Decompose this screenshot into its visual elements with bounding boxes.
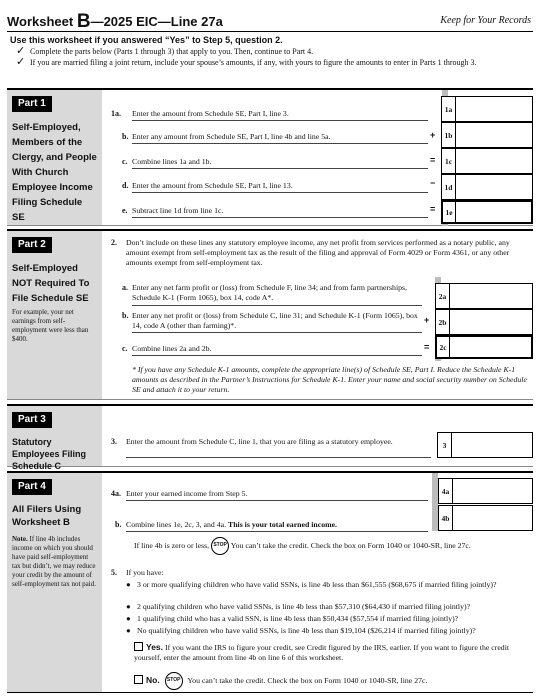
line-5-bullet-4: No qualifying children who have valid SSNs, is line 4b less than $19,104 ($26,214 if married filing jointly)?	[137, 626, 476, 635]
line-1d-rule	[132, 192, 428, 193]
line-4b-zero-post: You can’t take the credit. Check the box on Form 1040 or 1040-SR, line 27c.	[230, 540, 471, 550]
line-1d-text: Enter the amount from Schedule SE, Part I, line 13.	[132, 181, 293, 190]
line-2-text: Don’t include on these lines any statutory employee income, any net profit from services performed as a notary public, any amount exempt from self-employment tax as the result of the filing and approval of Form 4029 or Form 4361, or any other amounts exempt from self-employment tax.	[126, 238, 510, 267]
part-4	[7, 471, 533, 693]
line-4a-number: 4a.	[111, 489, 121, 498]
part-1-sidebar	[7, 90, 102, 225]
line-5-bullet-3: 1 qualifying child who has a valid SSN, is line 4b less than $50,434 ($57,554 if married filing jointly)?	[137, 614, 459, 623]
no-option	[134, 672, 532, 690]
line-2c-box[interactable]	[435, 335, 533, 359]
bullet-icon: ●	[126, 626, 131, 635]
line-1d-box-id: 1d	[442, 175, 456, 199]
line-3-number: 3.	[111, 437, 117, 446]
line-4b-rule	[126, 531, 428, 532]
stop-sign-icon: STOP	[165, 672, 183, 690]
part-2-title: Self-Employed NOT Required To File Schedule SE	[12, 263, 90, 304]
yes-checkbox[interactable]	[134, 642, 143, 651]
line-1c-box[interactable]	[441, 148, 533, 174]
line-1e-operator: =	[430, 204, 436, 214]
line-1c-text: Combine lines 1a and 1b.	[132, 157, 212, 166]
line-1e-box-id: 1e	[443, 202, 456, 222]
line-4b-box-id: 4b	[439, 506, 453, 530]
line-3-rule	[126, 457, 431, 458]
yes-option	[134, 642, 532, 663]
line-2b-number: b.	[122, 311, 129, 320]
line-1a-rule	[132, 120, 428, 121]
line-2-number: 2.	[111, 238, 117, 247]
part-4-label: Part 4	[12, 479, 52, 495]
line-2c-rule	[132, 355, 422, 356]
line-5-number: 5.	[111, 568, 117, 577]
part-4-note-bold: Note.	[12, 535, 28, 543]
line-1a-number: 1a.	[111, 109, 121, 118]
line-4a-text: Enter your earned income from Step 5.	[126, 489, 248, 498]
line-2a-box[interactable]	[435, 283, 533, 309]
line-1c-operator: =	[430, 155, 436, 165]
line-4a-box[interactable]	[438, 478, 533, 504]
line-1e-text: Subtract line 1d from line 1c.	[132, 206, 224, 215]
line-1b-operator: +	[430, 130, 436, 140]
no-text: You can’t take the credit. Check the box on Form 1040 or 1040-SR, line 27c.	[187, 675, 428, 685]
yes-label: Yes.	[146, 642, 164, 652]
line-1e-box[interactable]	[441, 200, 533, 224]
line-4b-text	[126, 520, 337, 530]
line-2b-rule	[132, 332, 422, 333]
part-3-label: Part 3	[12, 412, 52, 428]
line-4b-number: b.	[115, 520, 122, 529]
line-1b-text: Enter any amount from Schedule SE, Part I, line 4b and line 5a.	[132, 132, 331, 141]
line-4b-box[interactable]	[438, 505, 533, 531]
line-3-text: Enter the amount from Schedule C, line 1, that you are filing as a statutory employee.	[126, 437, 393, 446]
line-1d-number: d.	[122, 181, 129, 190]
worksheet-header	[7, 8, 533, 32]
line-1b-number: b.	[122, 132, 129, 141]
part-1-label: Part 1	[12, 96, 52, 112]
line-2b-text: Enter any net profit or (loss) from Schedule C, line 31; and Schedule K-1 (Form 1065), box 14, code A (other than farming)*.	[132, 311, 418, 330]
intro-check-1-text: Complete the parts below (Parts 1 through 3) that apply to you. Then, continue to Part 4.	[30, 46, 314, 56]
line-1e-rule	[132, 217, 428, 218]
line-1d-box[interactable]	[441, 174, 533, 200]
part-3-title: Statutory Employees Filing Schedule C	[12, 437, 87, 471]
stop-sign-icon: STOP	[211, 537, 229, 555]
part-4-title: All Filers Using Worksheet B	[12, 504, 82, 528]
intro-check-2-text: If you are married filing a joint return, include your spouse’s amounts, if any, with yours to figure the amounts to enter in Parts 1 through 3.	[30, 57, 477, 67]
line-2c-box-id: 2c	[437, 337, 450, 357]
line-5-bullet-2: 2 qualifying children who have valid SSNs, is line 4b less than $57,310 ($64,430 if married filing jointly)?	[137, 602, 471, 611]
line-2b-box-id: 2b	[436, 310, 450, 334]
part-2	[7, 229, 533, 400]
line-4a-box-id: 4a	[439, 479, 453, 503]
part-4-sidebar	[7, 473, 102, 692]
title-suffix: —2025 EIC—Line 27a	[90, 14, 223, 29]
line-3-box-id: 3	[438, 433, 452, 457]
line-1c-box-id: 1c	[442, 149, 456, 173]
title-prefix: Worksheet	[7, 14, 77, 29]
line-2b-box[interactable]	[435, 309, 533, 335]
line-1a-box-id: 1a	[442, 97, 456, 121]
part-4-note-text: If line 4b includes income on which you should have paid self-employment tax but didn’t, we may reduce your credit by the amount of self-employment tax not paid.	[12, 535, 96, 588]
checkmark-icon: ✓	[16, 55, 26, 68]
no-label: No.	[146, 674, 160, 685]
part-2-footnote: * If you have any Schedule K-1 amounts, complete the appropriate line(s) of Schedule SE, Part I. Reduce the Schedule K-1 amounts as described in the Partner’s Instructions for Schedule K-1. Enter your name and social security number on Schedule SE and attach it to your return.	[132, 365, 527, 394]
line-1b-box[interactable]	[441, 122, 533, 148]
part-4-note	[12, 535, 97, 589]
bullet-icon: ●	[126, 614, 131, 623]
line-2a-rule	[132, 305, 422, 306]
line-2c-number: c.	[122, 344, 128, 353]
intro-check-1	[16, 44, 530, 57]
line-1b-rule	[132, 143, 428, 144]
intro-lead: Use this worksheet if you answered “Yes” to Step 5, question 2.	[10, 35, 283, 45]
line-1d-operator: −	[430, 178, 436, 188]
line-2c-text: Combine lines 2a and 2b.	[132, 344, 212, 353]
part-3-sidebar	[7, 406, 102, 471]
line-5-text: If you have:	[126, 568, 164, 577]
line-4a-rule	[126, 500, 428, 501]
line-5-bullet-1: 3 or more qualifying children who have valid SSNs, is line 4b less than $61,555 ($68,675 if married filing jointly)?	[137, 580, 497, 589]
line-1c-rule	[132, 168, 428, 169]
line-2a-number: a.	[122, 283, 128, 292]
worksheet-title	[7, 11, 223, 34]
line-1c-number: c.	[122, 157, 128, 166]
yes-text: If you want the IRS to figure your credit, see Credit figured by the IRS, earlier. If you want to figure the credit yourself, enter the amount from line 4b on line 6 of this worksheet.	[134, 643, 510, 662]
line-1e-number: e.	[122, 206, 128, 215]
intro-check-2	[16, 55, 530, 68]
part-2-note: For example, your net earnings from self-employment were less than $400.	[12, 308, 89, 343]
line-1a-text: Enter the amount from Schedule SE, Part I, line 3.	[132, 109, 289, 118]
line-2a-text: Enter any net farm profit or (loss) from Schedule F, line 34; and from farm partnerships, Schedule K-1 (Form 1065), box 14, code A*.	[132, 283, 408, 302]
no-checkbox[interactable]	[134, 675, 143, 684]
line-2b-operator: +	[424, 315, 430, 325]
part-1-title: Self-Employed, Members of the Clergy, and People With Church Employee Income Filing Schedule SE	[12, 122, 97, 223]
title-letter: B	[76, 11, 91, 32]
line-1b-box-id: 1b	[442, 123, 456, 147]
part-2-sidebar	[7, 231, 102, 399]
line-3-box[interactable]	[437, 432, 533, 458]
line-1a-box[interactable]	[441, 96, 533, 122]
intro-section	[10, 35, 530, 68]
checkmark-icon: ✓	[16, 44, 26, 57]
line-2a-box-id: 2a	[436, 284, 450, 308]
bullet-icon: ●	[126, 580, 131, 589]
part-1	[7, 88, 533, 226]
line-4b-text-bold: This is your total earned income.	[228, 520, 338, 529]
line-2c-operator: =	[424, 342, 430, 352]
line-4b-zero-pre: If line 4b is zero or less,	[134, 540, 210, 550]
bullet-icon: ●	[126, 602, 131, 611]
line-4b-zero-note	[134, 537, 534, 555]
keep-records-note: Keep for Your Records	[440, 15, 531, 26]
part-2-label: Part 2	[12, 237, 52, 253]
part-3	[7, 404, 533, 471]
line-4b-text-main: Combine lines 1e, 2c, 3, and 4a.	[126, 520, 228, 529]
